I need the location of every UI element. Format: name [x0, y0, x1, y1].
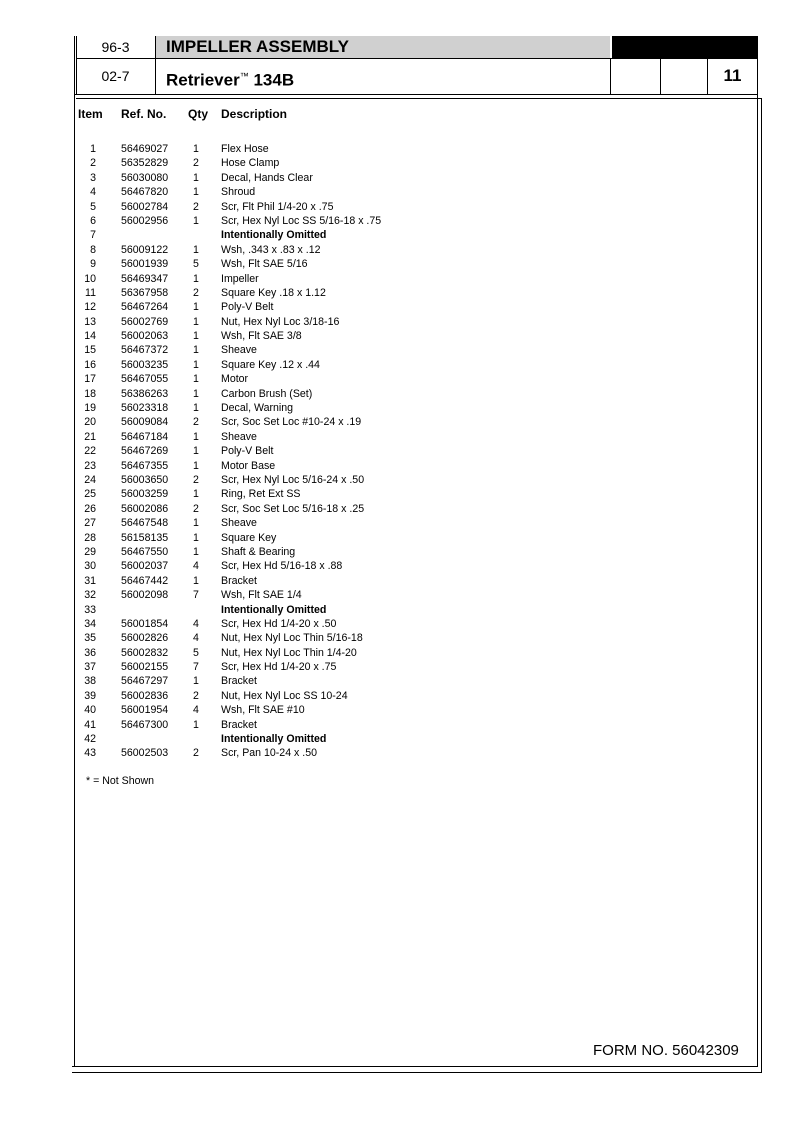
parts-list: [0, 142, 793, 761]
item-number: 35: [84, 632, 96, 645]
ref-number: 56023318: [121, 402, 169, 415]
table-row: [0, 142, 793, 156]
ref-number: 56467055: [121, 373, 169, 386]
header-empty-box: [660, 58, 707, 94]
ref-number: 56469347: [121, 272, 169, 285]
column-header-ref: Ref. No.: [121, 107, 167, 121]
part-description: Wsh, Flt SAE #10: [221, 704, 305, 717]
item-number: 16: [84, 358, 96, 371]
ref-number: 56003650: [121, 473, 169, 486]
part-description: Decal, Warning: [221, 402, 294, 415]
table-row: [0, 272, 793, 286]
ref-number: 56467300: [121, 718, 169, 731]
quantity: 1: [193, 143, 199, 155]
model-name: Retriever: [166, 70, 240, 90]
part-description: Nut, Hex Nyl Loc Thin 1/4-20: [221, 646, 357, 659]
quantity: 2: [193, 416, 199, 429]
quantity: 1: [193, 301, 199, 314]
table-row: [0, 703, 793, 717]
part-description: Carbon Brush (Set): [221, 387, 313, 400]
item-number: 33: [84, 603, 96, 616]
quantity: 1: [193, 402, 199, 415]
table-row: [0, 401, 793, 415]
column-header-item: Item: [78, 107, 103, 121]
quantity: 1: [193, 430, 199, 443]
table-row: [0, 574, 793, 588]
part-description: Sheave: [221, 430, 257, 443]
table-row: [0, 243, 793, 257]
ref-number: 56002769: [121, 315, 169, 328]
table-row: [0, 473, 793, 487]
table-row: [0, 430, 793, 444]
table-row: [0, 545, 793, 559]
quantity: 7: [193, 589, 199, 602]
item-number: 28: [84, 531, 96, 544]
part-description: Shroud: [221, 186, 256, 199]
part-description: Wsh, .343 x .83 x .12: [221, 243, 321, 256]
quantity: 1: [193, 272, 199, 285]
frame-line: [76, 98, 762, 99]
item-number: 5: [90, 200, 96, 213]
table-row: [0, 156, 793, 170]
part-description: Scr, Soc Set Loc #10-24 x .19: [221, 416, 362, 429]
quantity: 1: [193, 186, 199, 199]
table-row: [0, 228, 793, 242]
item-number: 11: [85, 286, 96, 299]
part-description: Intentionally Omitted: [221, 733, 327, 746]
item-number: 1: [90, 143, 96, 155]
table-row: [0, 603, 793, 617]
trademark-symbol: ™: [239, 71, 249, 81]
quantity: 1: [193, 315, 199, 328]
part-description: Square Key: [221, 531, 277, 544]
item-number: 36: [84, 646, 96, 659]
table-row: [0, 516, 793, 530]
revision-code: 02-7: [76, 58, 156, 94]
part-description: Scr, Hex Nyl Loc SS 5/16-18 x .75: [221, 214, 382, 227]
quantity: 1: [193, 718, 199, 731]
item-number: 32: [84, 589, 96, 602]
table-row: [0, 300, 793, 314]
part-description: Hose Clamp: [221, 157, 280, 170]
item-number: 17: [84, 373, 96, 386]
quantity: 2: [193, 157, 199, 170]
ref-number: 56352829: [121, 157, 169, 170]
item-number: 30: [84, 560, 96, 573]
quantity: 1: [193, 358, 199, 371]
table-row: [0, 185, 793, 199]
ref-number: 56003259: [121, 488, 169, 501]
quantity: 1: [193, 344, 199, 357]
ref-number: 56467264: [121, 301, 169, 314]
item-number: 21: [84, 430, 96, 443]
table-row: [0, 257, 793, 271]
table-row: [0, 646, 793, 660]
ref-number: 56386263: [121, 387, 169, 400]
quantity: 1: [193, 545, 199, 558]
frame-line: [72, 1066, 758, 1067]
frame-line: [72, 1072, 762, 1073]
quantity: 4: [193, 560, 199, 573]
part-description: Poly-V Belt: [221, 445, 274, 458]
footnote: * = Not Shown: [86, 775, 155, 787]
table-row: [0, 214, 793, 228]
ref-number: 56467548: [121, 517, 169, 530]
table-row: [0, 588, 793, 602]
quantity: 1: [193, 387, 199, 400]
part-description: Square Key .12 x .44: [221, 358, 320, 371]
table-row: [0, 487, 793, 501]
part-description: Scr, Pan 10-24 x .50: [221, 747, 317, 760]
ref-number: 56002836: [121, 689, 169, 702]
table-row: [0, 444, 793, 458]
page-number: 11: [707, 58, 757, 94]
model-title: [156, 58, 610, 94]
item-number: 3: [90, 171, 96, 184]
item-number: 18: [84, 387, 96, 400]
ref-number: 56009084: [121, 416, 169, 429]
ref-number: 56002503: [121, 747, 169, 760]
table-row: [0, 559, 793, 573]
quantity: 2: [193, 473, 199, 486]
part-description: Scr, Hex Hd 1/4-20 x .75: [221, 661, 337, 674]
part-description: Impeller: [221, 272, 259, 285]
quantity: 1: [193, 517, 199, 530]
item-number: 27: [84, 517, 96, 530]
item-number: 23: [84, 459, 96, 472]
item-number: 19: [84, 402, 96, 415]
table-row: [0, 286, 793, 300]
part-description: Sheave: [221, 517, 257, 530]
item-number: 7: [90, 229, 96, 242]
part-description: Ring, Ret Ext SS: [221, 488, 301, 501]
item-number: 24: [84, 473, 96, 486]
part-description: Intentionally Omitted: [221, 229, 327, 242]
ref-number: 56158135: [121, 531, 169, 544]
table-row: [0, 531, 793, 545]
item-number: 22: [84, 445, 96, 458]
item-number: 9: [90, 258, 96, 271]
table-row: [0, 358, 793, 372]
quantity: 2: [193, 200, 199, 213]
quantity: 2: [193, 502, 199, 515]
quantity: 7: [193, 661, 199, 674]
part-description: Poly-V Belt: [221, 301, 274, 314]
part-description: Bracket: [221, 675, 257, 688]
ref-number: 56030080: [121, 171, 169, 184]
quantity: 4: [193, 704, 199, 717]
quantity: 2: [193, 747, 199, 760]
quantity: 1: [193, 488, 199, 501]
header-empty-box: [610, 58, 660, 94]
ref-number: 56469027: [121, 143, 169, 155]
ref-number: 56001854: [121, 617, 169, 630]
page-header: [76, 36, 757, 94]
item-number: 8: [90, 243, 96, 256]
part-description: Nut, Hex Nyl Loc Thin 5/16-18: [221, 632, 363, 645]
table-row: [0, 200, 793, 214]
item-number: 34: [84, 617, 96, 630]
table-row: [0, 387, 793, 401]
ref-number: 56002784: [121, 200, 169, 213]
item-number: 41: [84, 718, 96, 731]
ref-number: 56001939: [121, 258, 169, 271]
item-number: 4: [90, 186, 96, 199]
item-number: 12: [84, 301, 96, 314]
table-row: [0, 718, 793, 732]
quantity: 4: [193, 632, 199, 645]
quantity: 5: [193, 258, 199, 271]
quantity: 1: [193, 459, 199, 472]
table-row: [0, 746, 793, 760]
quantity: 1: [193, 574, 199, 587]
table-row: [0, 329, 793, 343]
item-number: 42: [84, 733, 96, 746]
table-row: [0, 631, 793, 645]
ref-number: 56467372: [121, 344, 169, 357]
part-description: Bracket: [221, 574, 257, 587]
quantity: 2: [193, 689, 199, 702]
column-header-qty: Qty: [188, 107, 209, 121]
ref-number: 56002826: [121, 632, 169, 645]
table-row: [0, 372, 793, 386]
quantity: 2: [193, 286, 199, 299]
part-description: Intentionally Omitted: [221, 603, 327, 616]
part-description: Shaft & Bearing: [221, 545, 296, 558]
quantity: 1: [193, 445, 199, 458]
ref-number: 56003235: [121, 358, 169, 371]
table-row: [0, 459, 793, 473]
quantity: 1: [193, 171, 199, 184]
quantity: 1: [193, 330, 199, 343]
item-number: 38: [84, 675, 96, 688]
item-number: 13: [84, 315, 96, 328]
part-description: Wsh, Flt SAE 3/8: [221, 330, 302, 343]
table-row: [0, 689, 793, 703]
part-description: Motor Base: [221, 459, 276, 472]
ref-number: 56467442: [121, 574, 169, 587]
quantity: 4: [193, 617, 199, 630]
item-number: 39: [84, 689, 96, 702]
part-description: Scr, Hex Hd 5/16-18 x .88: [221, 560, 343, 573]
ref-number: 56467820: [121, 186, 169, 199]
item-number: 31: [84, 574, 96, 587]
part-description: Square Key .18 x 1.12: [221, 286, 326, 299]
quantity: 5: [193, 646, 199, 659]
quantity: 1: [193, 373, 199, 386]
quantity: 1: [193, 214, 199, 227]
model-number: 134B: [253, 70, 295, 90]
column-header-description: Description: [221, 107, 288, 121]
item-number: 15: [84, 344, 96, 357]
section-code: 96-3: [76, 36, 156, 58]
item-number: 20: [84, 416, 96, 429]
table-row: [0, 415, 793, 429]
page-title: IMPELLER ASSEMBLY: [156, 36, 610, 58]
item-number: 10: [84, 272, 96, 285]
part-description: Sheave: [221, 344, 257, 357]
ref-number: 56467184: [121, 430, 169, 443]
table-row: [0, 660, 793, 674]
ref-number: 56002037: [121, 560, 169, 573]
ref-number: 56002098: [121, 589, 169, 602]
part-description: Flex Hose: [221, 143, 269, 155]
ref-number: 56467550: [121, 545, 169, 558]
ref-number: 56002956: [121, 214, 169, 227]
table-row: [0, 617, 793, 631]
quantity: 1: [193, 243, 199, 256]
item-number: 43: [84, 747, 96, 760]
part-description: Bracket: [221, 718, 257, 731]
part-description: Scr, Hex Nyl Loc 5/16-24 x .50: [221, 473, 365, 486]
part-description: Wsh, Flt SAE 1/4: [221, 589, 302, 602]
ref-number: 56009122: [121, 243, 169, 256]
quantity: 1: [193, 675, 199, 688]
part-description: Nut, Hex Nyl Loc 3/18-16: [221, 315, 340, 328]
ref-number: 56367958: [121, 286, 169, 299]
part-description: Nut, Hex Nyl Loc SS 10-24: [221, 689, 348, 702]
item-number: 40: [84, 704, 96, 717]
ref-number: 56467269: [121, 445, 169, 458]
ref-number: 56002086: [121, 502, 169, 515]
item-number: 37: [84, 661, 96, 674]
table-row: [0, 343, 793, 357]
part-description: Wsh, Flt SAE 5/16: [221, 258, 308, 271]
ref-number: 56001954: [121, 704, 169, 717]
ref-number: 56467355: [121, 459, 169, 472]
item-number: 25: [84, 488, 96, 501]
quantity: 1: [193, 531, 199, 544]
item-number: 6: [90, 214, 96, 227]
header-black-bar: [612, 36, 757, 58]
part-description: Decal, Hands Clear: [221, 171, 313, 184]
table-row: [0, 732, 793, 746]
table-row: [0, 171, 793, 185]
table-row: [0, 674, 793, 688]
item-number: 29: [84, 545, 96, 558]
item-number: 14: [84, 330, 96, 343]
ref-number: 56002155: [121, 661, 169, 674]
part-description: Scr, Hex Hd 1/4-20 x .50: [221, 617, 337, 630]
form-number: FORM NO. 56042309: [593, 1042, 739, 1059]
part-description: Motor: [221, 373, 249, 386]
ref-number: 56467297: [121, 675, 169, 688]
part-description: Scr, Flt Phil 1/4-20 x .75: [221, 200, 334, 213]
table-row: [0, 315, 793, 329]
item-number: 2: [90, 157, 96, 170]
part-description: Scr, Soc Set Loc 5/16-18 x .25: [221, 502, 365, 515]
ref-number: 56002063: [121, 330, 169, 343]
table-row: [0, 502, 793, 516]
item-number: 26: [84, 502, 96, 515]
ref-number: 56002832: [121, 646, 169, 659]
